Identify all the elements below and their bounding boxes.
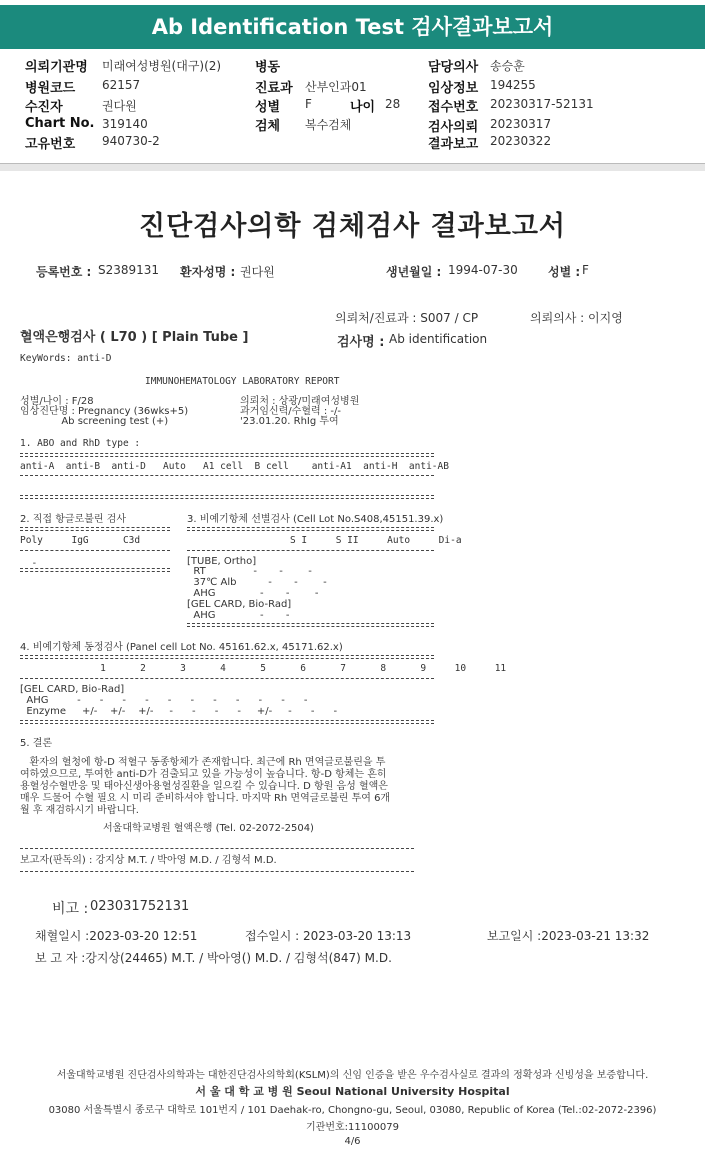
reporter-rule-bottom bbox=[20, 871, 414, 872]
info-right-2: 과거임신력/수혈력 : -/- bbox=[240, 406, 341, 417]
sec4-row-ahg: AHG - - - - - - - - - - - bbox=[20, 695, 308, 706]
keywords: KeyWords: anti-D bbox=[20, 353, 112, 364]
specimen-label: 검체 bbox=[255, 119, 281, 134]
receipt-no-label: 접수번호 bbox=[428, 100, 479, 115]
registration-value: S2389131 bbox=[98, 263, 160, 277]
chart-no-value: 319140 bbox=[102, 117, 148, 131]
reporter-line: 보고자(판독의) : 강지상 M.T. / 박아영 M.D. / 김형석 M.D. bbox=[20, 855, 277, 866]
sec2-rule-mid bbox=[20, 550, 170, 551]
sec4-header: 1 2 3 4 5 6 7 8 9 10 11 bbox=[20, 663, 507, 674]
sec3-rule-mid bbox=[187, 550, 434, 551]
hospital-code-value: 62157 bbox=[102, 78, 141, 92]
receipt-no-value: 20230317-52131 bbox=[490, 97, 594, 111]
report-banner-title: Ab Identification Test 검사결과보고서 bbox=[0, 5, 705, 49]
info-right-1: 의뢰처 : 상광/미래여성병원 bbox=[240, 396, 360, 407]
sec3-row-ahg: AHG - - - bbox=[187, 588, 319, 599]
sec2-rule-top bbox=[20, 527, 170, 531]
sec2-header: Poly IgG C3d bbox=[20, 535, 141, 546]
patient-value: 권다원 bbox=[102, 99, 137, 113]
sec1-title: 1. ABO and RhD type : bbox=[20, 438, 141, 449]
ward-label: 병동 bbox=[255, 60, 281, 75]
age-label: 나이 bbox=[350, 100, 376, 115]
sec4-rule-top bbox=[20, 655, 434, 659]
sec3-rule-top bbox=[187, 527, 434, 531]
age-value: 28 bbox=[385, 97, 401, 111]
sec3-rule-bottom bbox=[187, 623, 434, 627]
clinical-info-label: 임상정보 bbox=[428, 81, 479, 96]
sec2-row: - bbox=[20, 558, 38, 569]
info-left-3: Ab screening test (+) bbox=[20, 416, 169, 427]
doctor-label: 담당의사 bbox=[428, 60, 479, 75]
sec4-rule-mid bbox=[20, 678, 434, 679]
sec3-row-37alb: 37℃ Alb - - - bbox=[187, 577, 327, 588]
patient-label: 수진자 bbox=[25, 100, 63, 115]
hospital-address: 03080 서울특별시 종로구 대학로 101번지 / 101 Daehak-ro, Chongno-gu, Seoul, 03080, Republic of Korea (Tel.:02-2072-2396) bbox=[48, 1105, 657, 1116]
report-sex-value: F bbox=[582, 263, 589, 277]
unique-id-label: 고유번호 bbox=[25, 137, 76, 152]
page-number: 4/6 bbox=[344, 1136, 361, 1147]
patient-name-label: 환자성명 : bbox=[180, 265, 236, 279]
reporter-rule-top bbox=[20, 848, 414, 849]
hospital-name: 서 울 대 학 교 병 원 Seoul National University Hospital bbox=[195, 1085, 510, 1098]
conclusion-text: 환자의 혈청에 항-D 적혈구 동종항체가 존재합니다. 최근에 Rh 면역글로불린을 투 여하였으므로, 투여한 anti-D가 검출되고 있을 가능성이 높습니다. 항-D 항체는 흔히 용혈성수혈반응 및 태아신생아용혈성질환을 일으킬 수 있습니다. D 항원 음성 혈액은 매우 드물어 수혈 필요 시 미리 준비하셔야 합니다. 마지막 Rh 면역글로불린 투여 6개 월 후 재검하시기 바랍니다. bbox=[20, 757, 391, 816]
sec2-rule-bottom bbox=[20, 568, 170, 572]
test-name-value: Ab identification bbox=[389, 332, 488, 346]
info-left-2: 임상진단명 : Pregnancy (36wks+5) bbox=[20, 406, 189, 417]
registration-label: 등록번호 : bbox=[36, 265, 92, 279]
report-document bbox=[0, 170, 705, 1171]
header-info-panel bbox=[0, 49, 705, 165]
sec4-row-enzyme: Enzyme +/- +/- +/- - - - - +/- - - - bbox=[20, 706, 338, 717]
specimen-value: 복수검체 bbox=[305, 118, 352, 132]
sex-label: 성별 bbox=[255, 100, 281, 115]
info-right-3: '23.01.20. RhIg 투여 bbox=[240, 416, 339, 427]
sec4-title: 4. 비예기항체 동정검사 (Panel cell Lot No. 45161.62.x, 45171.62.x) bbox=[20, 642, 343, 653]
sec1-rule-top bbox=[20, 453, 434, 457]
dept-value: 산부인과01 bbox=[305, 80, 367, 94]
received-datetime: 접수일시 : 2023-03-20 13:13 bbox=[245, 929, 412, 943]
dob-value: 1994-07-30 bbox=[448, 263, 518, 277]
sec4-row-gel: [GEL CARD, Bio-Rad] bbox=[20, 684, 125, 695]
hospital-code-label: 병원코드 bbox=[25, 81, 76, 96]
sec5-title: 5. 결론 bbox=[20, 738, 53, 749]
reported-datetime: 보고일시 :2023-03-21 13:32 bbox=[487, 929, 650, 943]
sec1-header: anti-A anti-B anti-D Auto A1 cell B cell anti-A1 anti-H anti-AB bbox=[20, 461, 449, 472]
sec2-title: 2. 직접 항글로불린 검사 bbox=[20, 514, 127, 525]
sec3-row-gel-ahg: AHG - - bbox=[187, 610, 290, 621]
dept-label: 진료과 bbox=[255, 81, 293, 96]
patient-name-value: 권다원 bbox=[240, 265, 275, 279]
request-date-value: 20230317 bbox=[490, 117, 552, 131]
institution-value: 미래여성병원(대구)(2) bbox=[102, 59, 222, 73]
unique-id-value: 940730-2 bbox=[102, 134, 160, 148]
doctor-value: 송승훈 bbox=[490, 59, 525, 73]
referral-doctor: 의뢰의사 : 이지영 bbox=[530, 311, 623, 325]
lab-report-title: IMMUNOHEMATOLOGY LABORATORY REPORT bbox=[145, 376, 340, 387]
sec1-rule-bottom bbox=[20, 495, 434, 499]
certification-text: 서울대학교병원 진단검사의학과는 대한진단검사의학회(KSLM)의 신임 인증을 받은 우수검사실로 결과의 정확성과 신빙성을 보증합니다. bbox=[56, 1070, 649, 1081]
sec4-rule-bottom bbox=[20, 720, 434, 724]
remark-label: 비고 : bbox=[52, 901, 89, 917]
dob-label: 생년월일 : bbox=[386, 265, 442, 279]
report-title: 진단검사의학 검체검사 결과보고서 bbox=[138, 211, 567, 242]
chart-no-label: Chart No. bbox=[25, 116, 95, 131]
sec3-row-gel: [GEL CARD, Bio-Rad] bbox=[187, 599, 292, 610]
report-date-label: 결과보고 bbox=[428, 137, 479, 152]
test-group: 혈액은행검사 ( L70 ) [ Plain Tube ] bbox=[20, 330, 249, 345]
test-name-label: 검사명 : bbox=[337, 335, 385, 350]
report-sex-label: 성별 : bbox=[548, 265, 581, 279]
sec3-row-rt: RT - - - bbox=[187, 566, 312, 577]
clinical-info-value: 194255 bbox=[490, 78, 536, 92]
sec3-title: 3. 비예기항체 선별검사 (Cell Lot No.S408,45151.39.x) bbox=[187, 514, 444, 525]
collected-datetime: 채혈일시 :2023-03-20 12:51 bbox=[35, 929, 198, 943]
info-left-1: 성별/나이 : F/28 bbox=[20, 396, 94, 407]
sec1-rule-mid bbox=[20, 475, 434, 476]
referral-dept: 의뢰처/진료과 : S007 / CP bbox=[335, 311, 479, 325]
final-reporter: 보 고 자 :강지상(24465) M.T. / 박아영() M.D. / 김형석(847) M.D. bbox=[35, 951, 392, 965]
sec3-header: S I S II Auto Di-a bbox=[187, 535, 462, 546]
institution-number: 기관번호:11100079 bbox=[306, 1122, 399, 1133]
report-date-value: 20230322 bbox=[490, 134, 552, 148]
remark-value: 023031752131 bbox=[90, 899, 190, 914]
sec3-row-tube: [TUBE, Ortho] bbox=[187, 556, 257, 567]
request-date-label: 검사의뢰 bbox=[428, 120, 479, 135]
blood-bank-contact: 서울대학교병원 혈액은행 (Tel. 02-2072-2504) bbox=[103, 823, 314, 834]
sex-value: F bbox=[305, 97, 312, 111]
institution-label: 의뢰기관명 bbox=[25, 60, 88, 75]
